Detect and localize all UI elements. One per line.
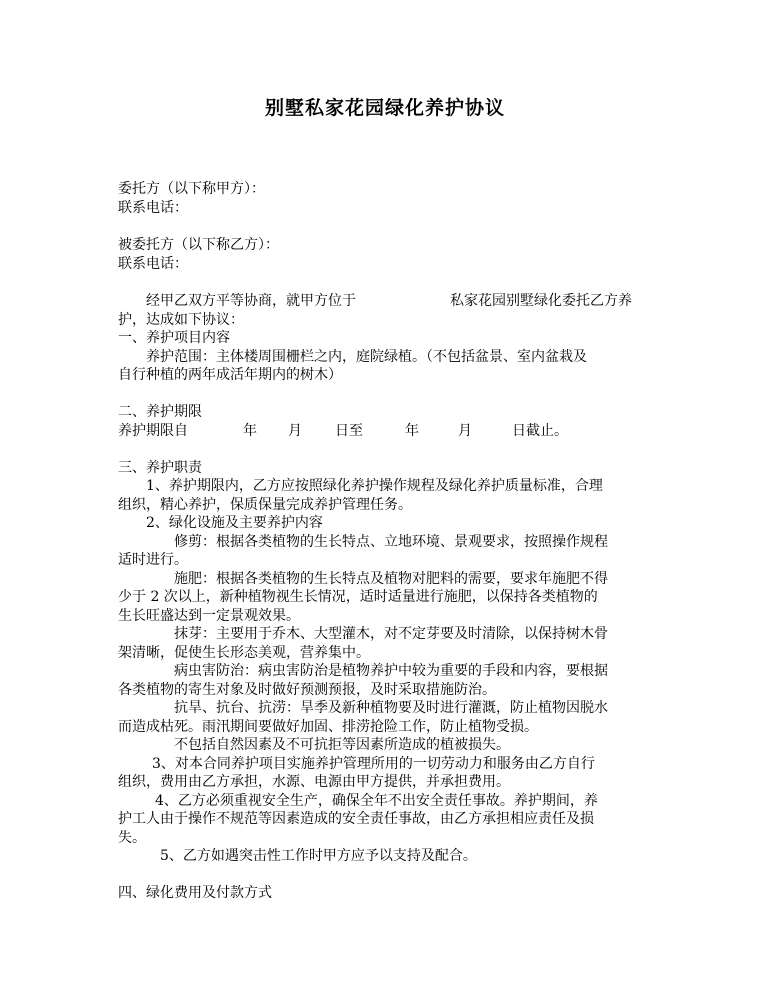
item-2-heading: 2、绿化设施及主要养护内容 [146,515,323,531]
period-day-1: 日至 [335,423,363,439]
intro-line-1a: 经甲乙双方平等协商，就甲方位于 [146,293,356,309]
item-4-line-3: 失。 [118,830,146,846]
section-1-scope-line-2: 自行种植的两年成活年期内的树木） [118,367,342,383]
fertilizing-line-3: 生长旺盛达到一定景观效果。 [118,608,300,624]
item-1-line-1: 1、养护期限内，乙方应按照绿化养护操作规程及绿化养护质量标准，合理 [146,478,603,494]
document-title: 别墅私家花园绿化养护协议 [264,97,505,119]
party-a-label: 委托方（以下称甲方）： [118,181,265,197]
sprout-removal-line-1: 抹芽：主要用于乔木、大型灌木，对不定芽要及时清除，以保持树木骨 [174,626,608,642]
period-end: 日截止。 [512,423,568,439]
section-2-period [118,422,188,440]
intro-line-1b: 私家花园别墅绿化委托乙方养 [450,293,632,309]
item-1-line-2: 组织，精心养护，保质保量完成养护管理任务。 [118,497,412,513]
section-1-scope-line-1: 养护范围：主体楼周围栅栏之内，庭院绿植。（不包括盆景、室内盆栽及 [146,349,587,365]
pruning-line-2: 适时进行。 [118,552,188,568]
period-month-2: 月 [458,423,472,439]
item-4-line-1: 4、乙方必须重视安全生产，确保全年不出安全责任事故。养护期间，养 [155,793,598,809]
period-year-2: 年 [405,423,419,439]
item-4-line-2: 护工人由于操作不规范等因素造成的安全责任事故，由乙方承担相应责任及损 [118,811,594,827]
section-4-heading: 四、绿化费用及付款方式 [118,885,272,901]
item-3-line-1: 3、对本合同养护项目实施养护管理所用的一切劳动力和服务由乙方自行 [152,756,595,772]
drought-line-1: 抗旱、抗台、抗涝：旱季及新种植物要及时进行灌溉，防止植物因脱水 [174,700,608,716]
section-1-heading: 一、养护项目内容 [118,330,230,346]
party-b-phone-label: 联系电话： [118,256,188,272]
period-year-1: 年 [243,423,257,439]
period-month-1: 月 [288,423,302,439]
pest-control-line-1: 病虫害防治：病虫害防治是植物养护中较为重要的手段和内容，要根据 [174,663,608,679]
item-5: 5、乙方如遇突击性工作时甲方应予以支持及配合。 [160,848,477,864]
party-b-label: 被委托方（以下称乙方）： [118,237,279,253]
drought-line-2: 而造成枯死。雨汛期间要做好加固、排涝抢险工作，防止植物受损。 [118,719,538,735]
pest-control-line-2: 各类植物的寄生对象及时做好预测预报，及时采取措施防治。 [118,682,496,698]
exclusion-note: 不包括自然因素及不可抗拒等因素所造成的植被损失。 [174,737,510,753]
intro-line-2: 护，达成如下协议： [118,312,244,328]
period-prefix: 养护期限自 [118,423,188,439]
party-a-phone-label: 联系电话： [118,200,188,216]
sprout-removal-line-2: 架清晰，促使生长形态美观，营养集中。 [118,645,370,661]
fertilizing-line-1: 施肥：根据各类植物的生长特点及植物对肥料的需要，要求年施肥不得 [174,571,608,587]
section-2-heading: 二、养护期限 [118,404,202,420]
section-3-heading: 三、养护职责 [118,460,202,476]
fertilizing-line-2: 少于 2 次以上，新种植物视生长情况，适时适量进行施肥，以保持各类植物的 [118,589,598,605]
pruning-line-1: 修剪：根据各类植物的生长特点、立地环境、景观要求，按照操作规程 [174,534,608,550]
item-3-line-2: 组织，费用由乙方承担，水源、电源由甲方提供，并承担费用。 [118,774,510,790]
